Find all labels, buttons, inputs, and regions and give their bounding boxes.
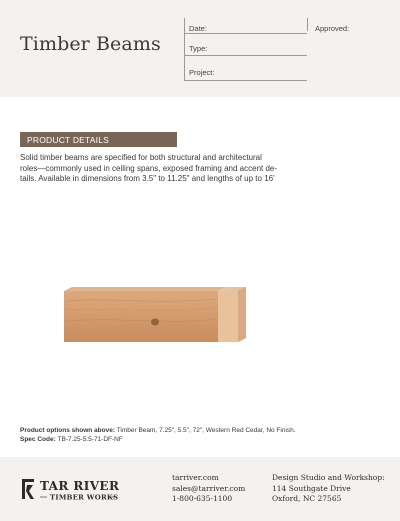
options-label: Product options shown above: [20,427,115,434]
approved-label: Approved: [315,24,350,33]
description-line: Solid timber beams are specified for both structural and architectural [20,153,262,162]
address-line: Oxford, NC 27565 [272,494,342,503]
beam-top-face [64,287,226,291]
product-description [20,153,320,185]
website-link[interactable]: tarriver.com [172,473,219,482]
tr-logo-icon [22,479,34,499]
product-options [20,427,296,444]
email-link[interactable]: sales@tarriver.com [172,483,246,493]
options-value: Timber Beam, 7.25", 5.5", 72", Western Red Cedar, No Finish. [116,427,296,434]
date-label: Date: [189,24,207,33]
type-field[interactable] [184,55,307,56]
logo-line-1: TAR RIVER [40,479,120,493]
wood-knot [151,319,159,326]
tar-river-logo [20,475,138,503]
spec-code-value: TB-7.25-5.5-71-DF-NF [57,435,123,443]
description-line: roles—commonly used in ceiling spans, exposed framing and accent de- [20,163,278,173]
beam-front-face [64,291,218,342]
address-line: Design Studio and Workshop: [272,473,385,482]
description-line: tails. Available in dimensions from 3.5" to 11.25" and lengths of up to 16' [20,174,275,184]
spec-code-label: Spec Code: [20,435,56,443]
address-line: 114 Southgate Drive [272,483,351,493]
phone-number[interactable]: 1-800-635-1100 [172,494,233,503]
project-label: Project: [189,68,215,77]
section-heading: PRODUCT DETAILS [27,134,110,145]
project-field[interactable] [184,80,307,81]
type-label: Type: [189,44,208,53]
section-heading-bar [20,132,177,147]
timber-beam-illustration [60,283,250,343]
date-field[interactable] [184,33,307,34]
contact-info [172,473,245,505]
studio-address [272,473,385,505]
document-title: Timber Beams [20,33,161,55]
field-divider [307,18,308,31]
logo-line-2: TIMBER WORKS [50,493,119,502]
field-divider [184,18,185,80]
